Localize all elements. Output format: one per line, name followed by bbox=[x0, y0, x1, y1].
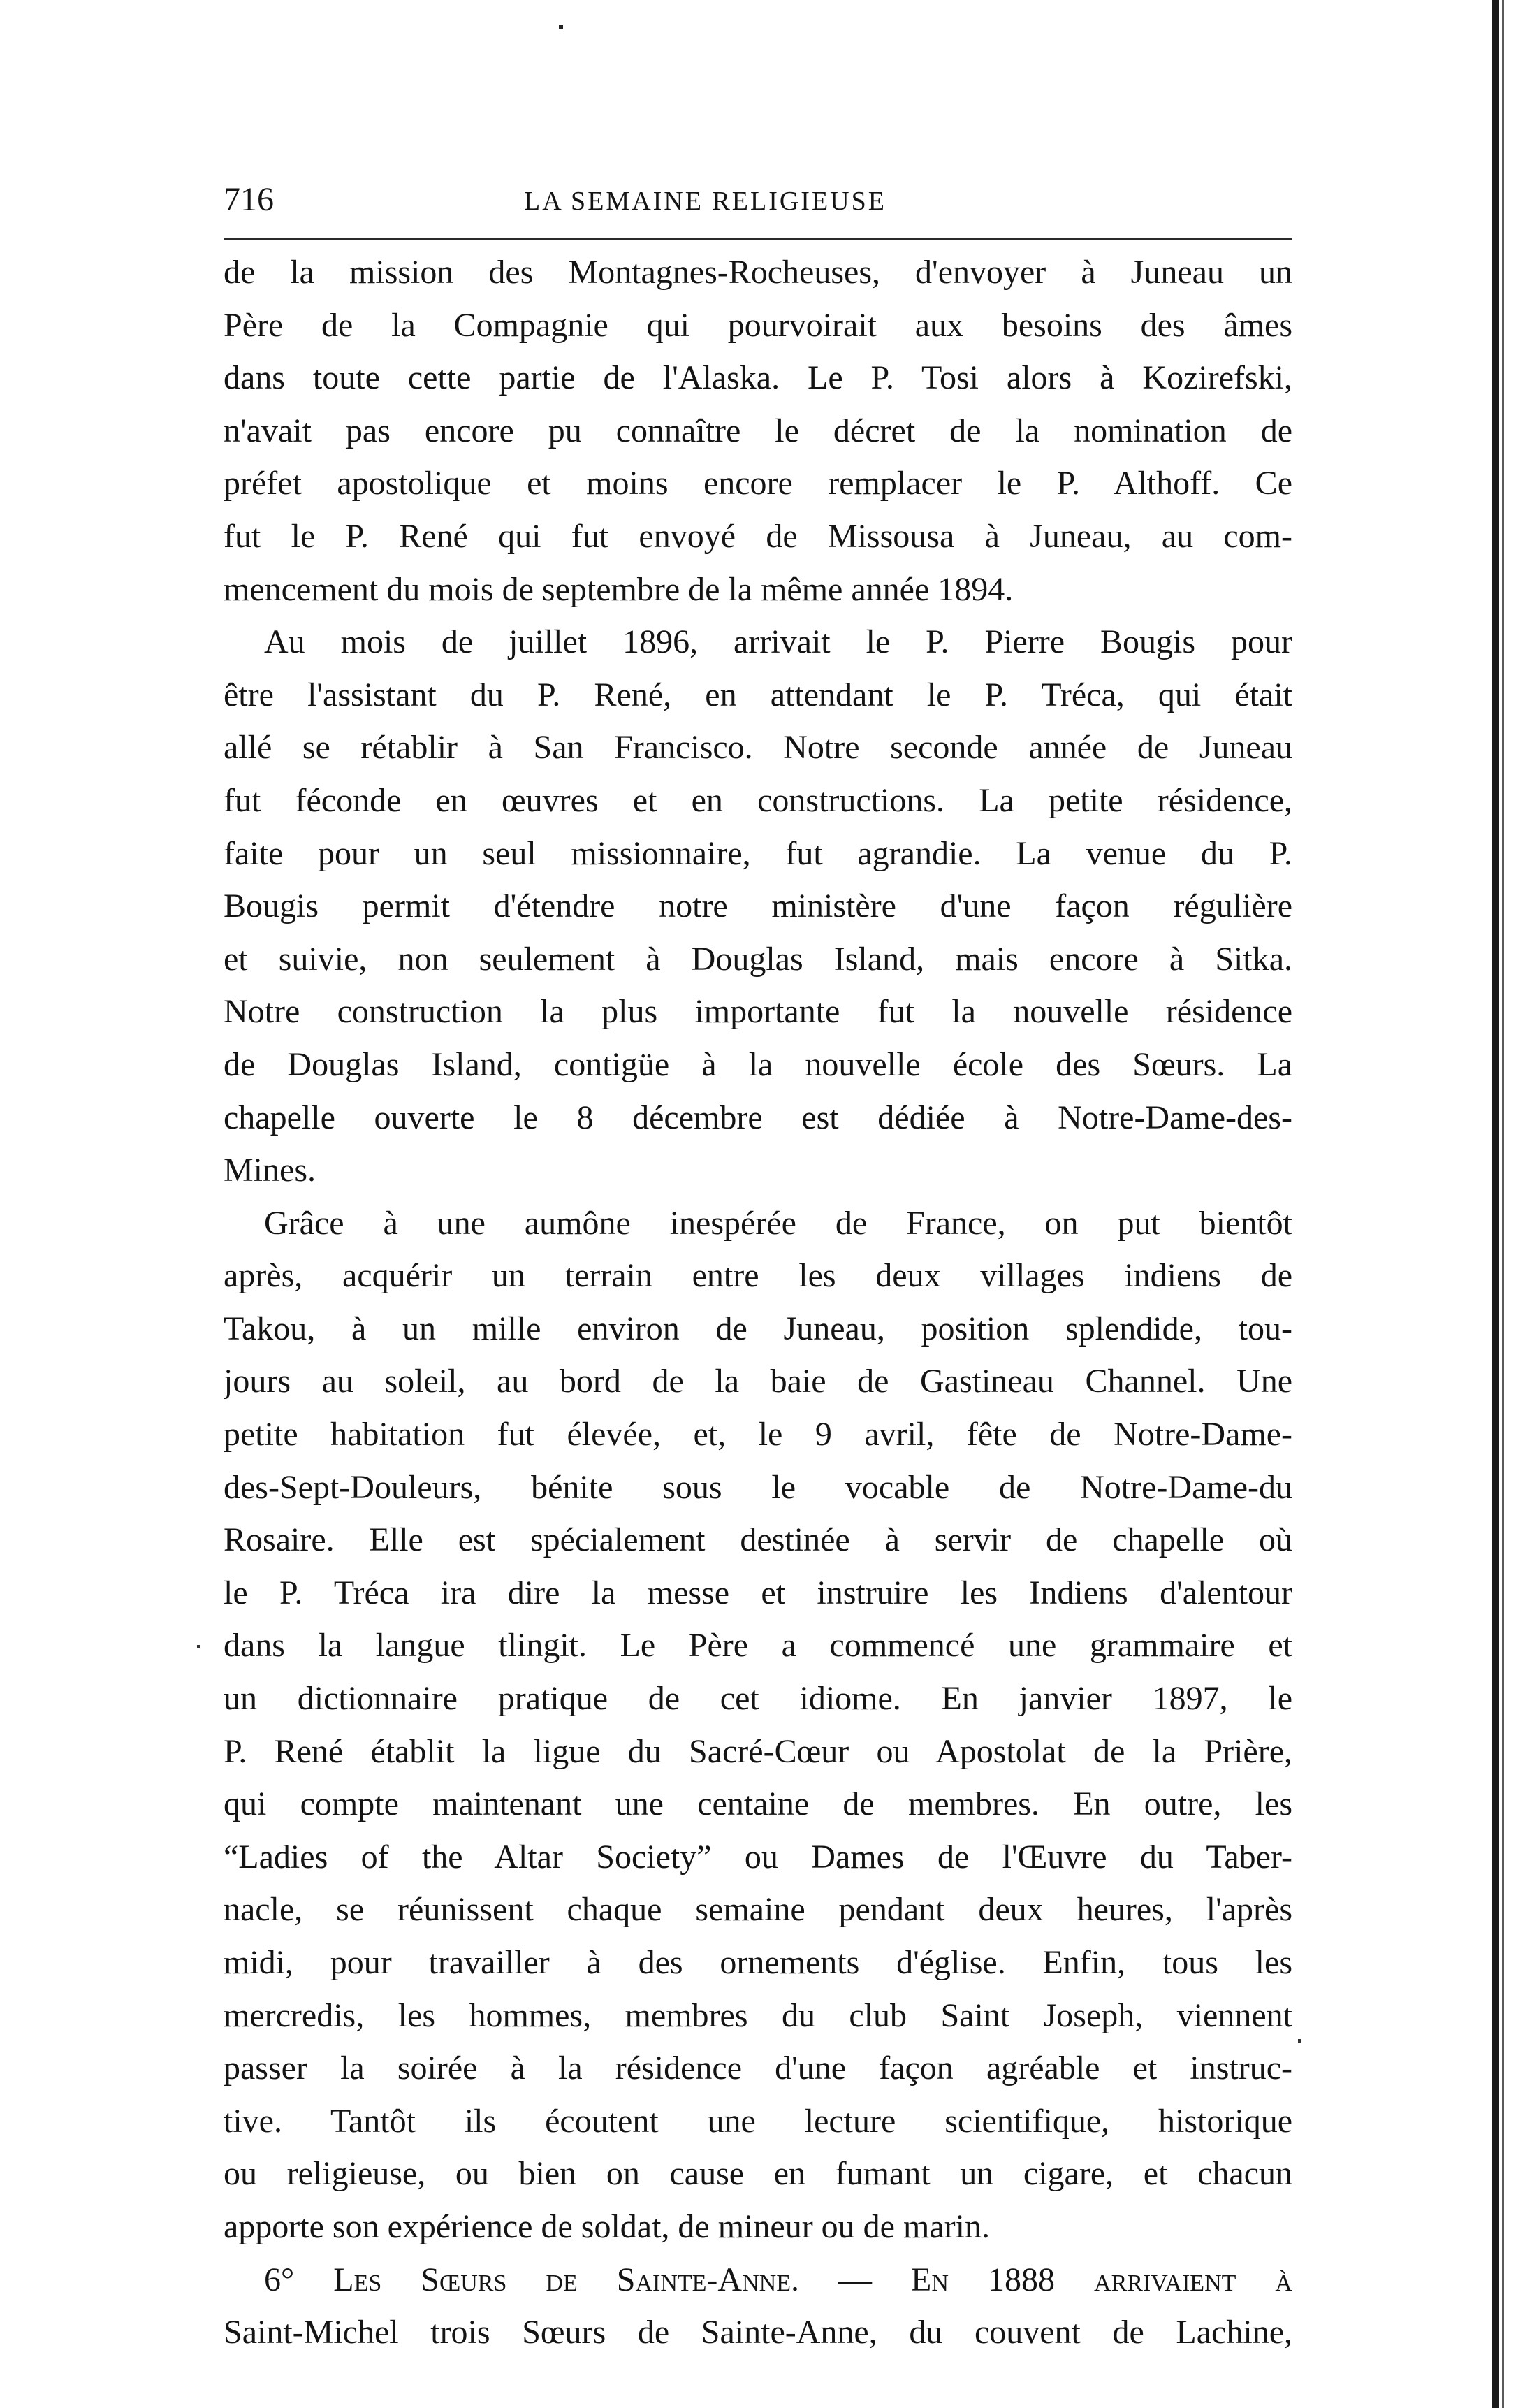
text-line: de la mission des Montagnes-Rocheuses, d'envoyer à Juneau un bbox=[224, 254, 1292, 291]
text-line: jours au soleil, au bord de la baie de Gastineau Channel. Une bbox=[224, 1363, 1292, 1400]
text-line: tive. Tantôt ils écoutent une lecture scientifique, historique bbox=[224, 2102, 1292, 2140]
text-line: Père de la Compagnie qui pourvoirait aux besoins des âmes bbox=[224, 306, 1292, 344]
header-rule bbox=[224, 238, 1292, 240]
text-line: “Ladies of the Altar Society” ou Dames de l'Œuvre du Taber- bbox=[224, 1838, 1292, 1876]
text-line: P. René établit la ligue du Sacré-Cœur ou Apostolat de la Prière, bbox=[224, 1732, 1292, 1770]
text-line: Mines. bbox=[224, 1152, 316, 1189]
text-line: après, acquérir un terrain entre les deux villages indiens de bbox=[224, 1257, 1292, 1295]
page-spine-edge bbox=[1502, 0, 1504, 2408]
page-header bbox=[224, 180, 1292, 229]
text-line: chapelle ouverte le 8 décembre est dédiée à Notre-Dame-des- bbox=[224, 1098, 1292, 1136]
text-line: fut féconde en œuvres et en constructions. La petite résidence, bbox=[224, 781, 1292, 819]
section-heading-line: 6° Les Sœurs de Sainte-Anne. — En 1888 arrivaient à bbox=[264, 2261, 1292, 2298]
text-line: apporte son expérience de soldat, de mineur ou de marin. bbox=[224, 2207, 990, 2245]
text-line: fut le P. René qui fut envoyé de Missousa à Juneau, au com- bbox=[224, 517, 1292, 555]
text-line: dans toute cette partie de l'Alaska. Le P. Tosi alors à Kozirefski, bbox=[224, 359, 1292, 397]
margin-speck bbox=[197, 1645, 200, 1648]
page-number: 716 bbox=[224, 181, 274, 218]
text-line: le P. Tréca ira dire la messe et instruire les Indiens d'alentour bbox=[224, 1574, 1292, 1611]
paragraph-first-line: Grâce à une aumône inespérée de France, on put bientôt bbox=[264, 1204, 1292, 1242]
text-line: nacle, se réunissent chaque semaine pendant deux heures, l'après bbox=[224, 1891, 1292, 1929]
print-speck bbox=[559, 25, 563, 29]
text-line: n'avait pas encore pu connaître le décret de la nomination de bbox=[224, 412, 1292, 449]
text-line: et suivie, non seulement à Douglas Island, mais encore à Sitka. bbox=[224, 940, 1292, 978]
text-line: faite pour un seul missionnaire, fut agrandie. La venue du P. bbox=[224, 834, 1292, 872]
text-line: de Douglas Island, contigüe à la nouvelle école des Sœurs. La bbox=[224, 1045, 1292, 1083]
text-line: passer la soirée à la résidence d'une façon agréable et instruc- bbox=[224, 2050, 1292, 2087]
text-line: ou religieuse, ou bien on cause en fumant un cigare, et chacun bbox=[224, 2155, 1292, 2193]
text-line: mencement du mois de septembre de la même année 1894. bbox=[224, 570, 1014, 608]
page-spine-shadow bbox=[1492, 0, 1499, 2408]
paragraph-first-line: Au mois de juillet 1896, arrivait le P. Pierre Bougis pour bbox=[264, 623, 1292, 661]
text-line: allé se rétablir à San Francisco. Notre seconde année de Juneau bbox=[224, 729, 1292, 767]
text-line: midi, pour travailler à des ornements d'église. Enfin, tous les bbox=[224, 1944, 1292, 1981]
text-line: Bougis permit d'étendre notre ministère d'une façon régulière bbox=[224, 887, 1292, 925]
margin-speck bbox=[1298, 2039, 1301, 2043]
text-line: Notre construction la plus importante fut la nouvelle résidence bbox=[224, 993, 1292, 1031]
text-line: un dictionnaire pratique de cet idiome. En janvier 1897, le bbox=[224, 1680, 1292, 1718]
text-line: petite habitation fut élevée, et, le 9 avril, fête de Notre-Dame- bbox=[224, 1416, 1292, 1453]
text-line: être l'assistant du P. René, en attendant le P. Tréca, qui était bbox=[224, 676, 1292, 713]
body-text bbox=[224, 246, 1292, 2359]
text-line: mercredis, les hommes, membres du club Saint Joseph, viennent bbox=[224, 1996, 1292, 2034]
text-line: des-Sept-Douleurs, bénite sous le vocable de Notre-Dame-du bbox=[224, 1468, 1292, 1506]
text-line: Rosaire. Elle est spécialement destinée à servir de chapelle où bbox=[224, 1521, 1292, 1559]
text-line: qui compte maintenant une centaine de membres. En outre, les bbox=[224, 1785, 1292, 1823]
text-line: Saint-Michel trois Sœurs de Sainte-Anne, du couvent de Lachine, bbox=[224, 2314, 1292, 2351]
text-line: préfet apostolique et moins encore remplacer le P. Althoff. Ce bbox=[224, 465, 1292, 502]
running-head: LA SEMAINE RELIGIEUSE bbox=[524, 187, 886, 216]
text-line: dans la langue tlingit. Le Père a commencé une grammaire et bbox=[224, 1627, 1292, 1664]
text-line: Takou, à un mille environ de Juneau, position splendide, tou- bbox=[224, 1310, 1292, 1347]
